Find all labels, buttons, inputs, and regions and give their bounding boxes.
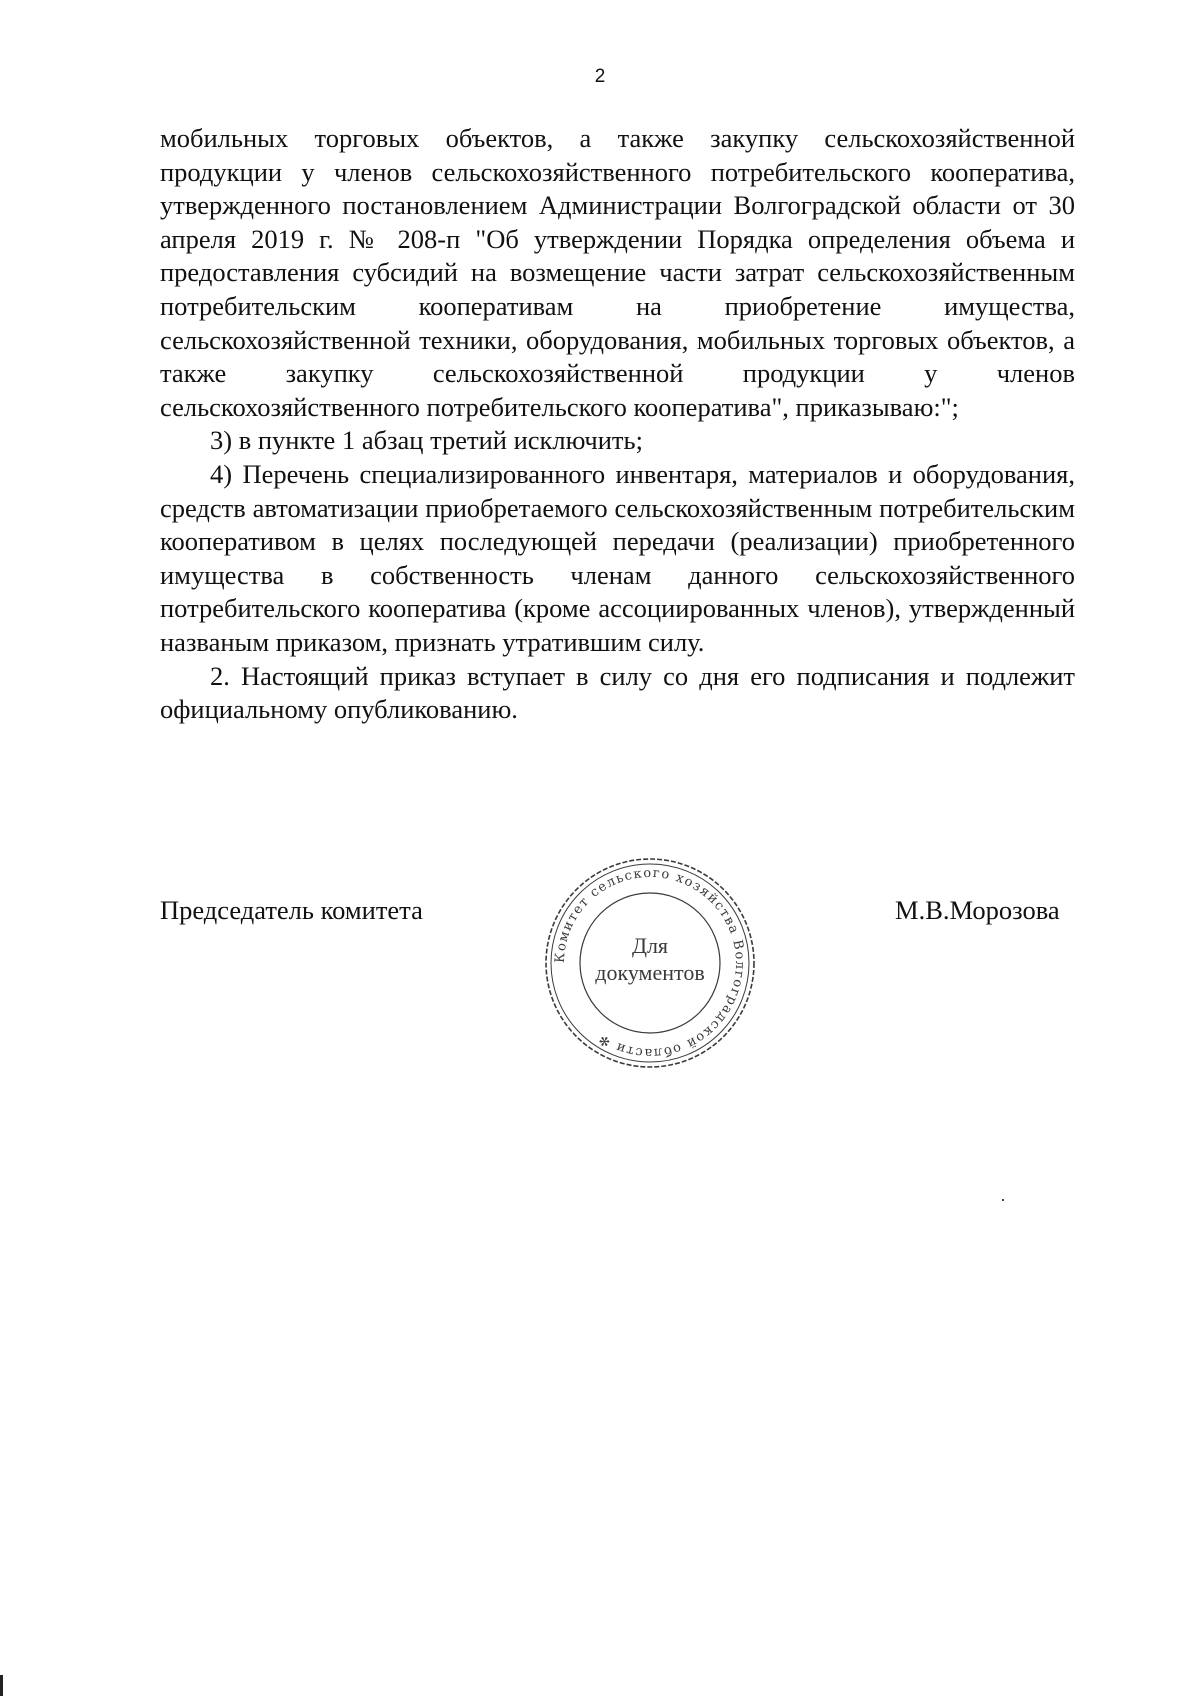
stamp-ring-text: Комитет сельского хозяйства Волгоградской области ✻ xyxy=(552,865,748,1061)
paragraph-continuation: мобильных торговых объектов, а также закупку сельскохозяйственной продукции у членов сельскохозяйственного потребительского кооператива, утвержденного постановлением Администрации Волгоградской области от 30 апреля 2019 г. № 208-п "Об утверждении Порядка определения объема и предоставления субсидий на возмещение части затрат сельскохозяйственным потребительским кооперативам на приобретение имущества, сельскохозяйственной техники, оборудования, мобильных торговых объектов, а также закупку сельскохозяйственной продукции у членов сельскохозяйственного потребительского кооператива", приказываю:"; xyxy=(160,123,1075,422)
signer-title: Председатель комитета xyxy=(160,895,423,925)
paragraph-clause-2: 2. Настоящий приказ вступает в силу со дня его подписания и подлежит официальному опубликованию. xyxy=(160,660,1075,725)
stamp-center-line2: документов xyxy=(595,960,705,985)
scan-speck xyxy=(1002,1199,1004,1201)
scan-edge-mark xyxy=(0,1675,3,1696)
signer-name: М.В.Морозова xyxy=(895,895,1060,925)
paragraph-item-3: 3) в пункте 1 абзац третий исключить; xyxy=(210,425,643,456)
document-body xyxy=(160,122,1075,727)
page-number: 2 xyxy=(594,66,606,87)
stamp-center-line1: Для xyxy=(631,933,669,958)
official-stamp-icon xyxy=(535,848,765,1078)
paragraph-item-4: 4) Перечень специализированного инвентаря, материалов и оборудования, средств автоматизации приобретаемого сельскохозяйственным потребительским кооперативом в целях последующей передачи (реализации) приобретенного имущества в собственность членам данного сельскохозяйственного потребительского кооператива (кроме ассоциированных членов), утвержденный названым приказом, признать утратившим силу. xyxy=(160,458,1075,657)
